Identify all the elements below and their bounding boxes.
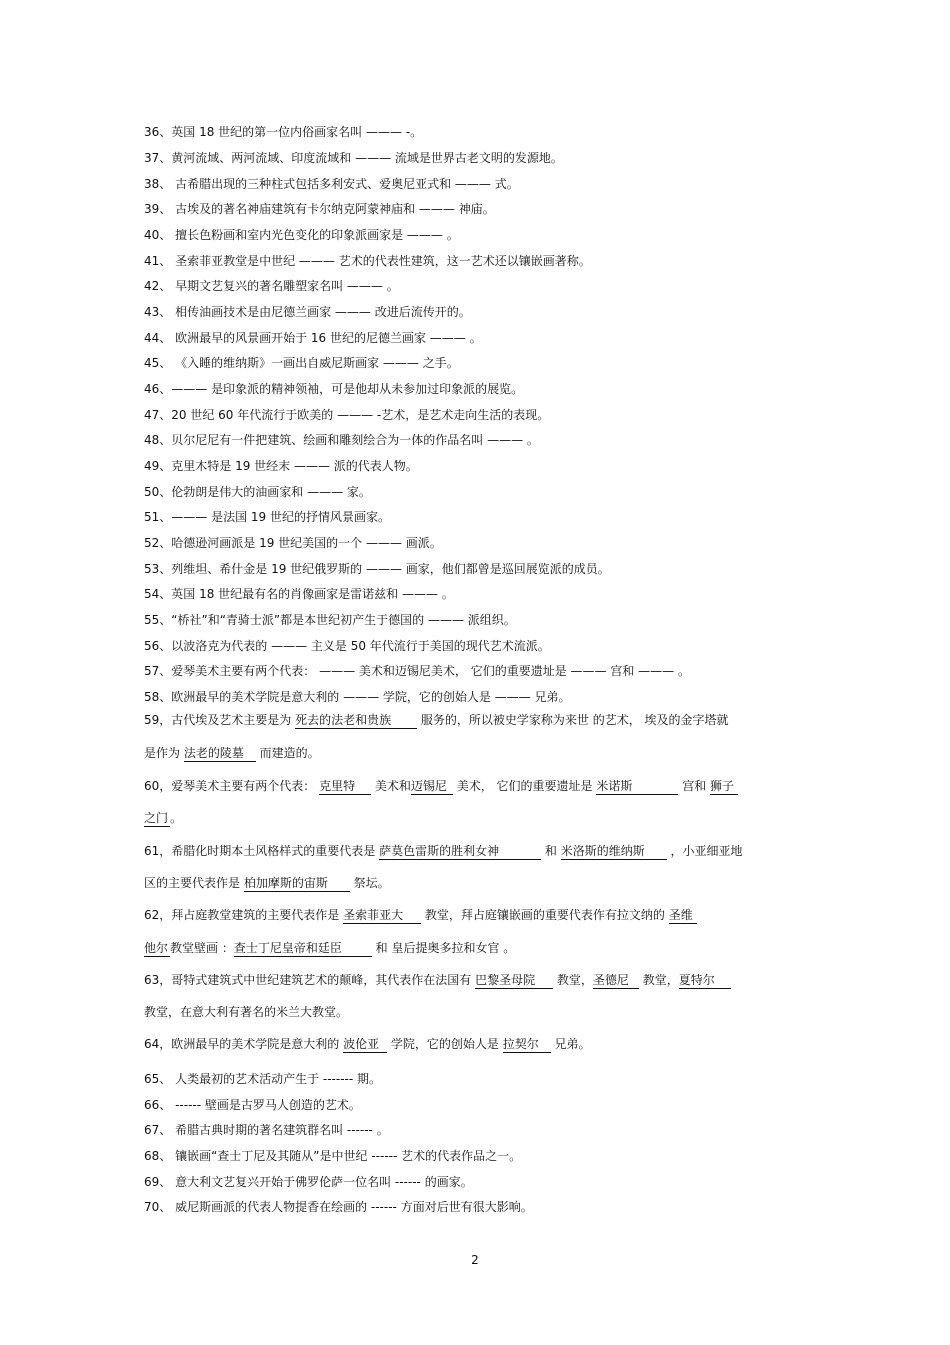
question-38: 38、 古希腊出现的三种柱式包括多利安式、爱奥尼亚式和 ——— 式。 — [144, 177, 519, 191]
answer-blank: 迈锡尼 — [411, 779, 453, 795]
answer-blank: 波伦亚 — [343, 1037, 387, 1053]
question-59-line-1 — [144, 712, 729, 729]
question-63-line-2 — [144, 1004, 348, 1020]
question-61-line-1 — [144, 843, 743, 860]
question-70: 70、 威尼斯画派的代表人物提香在绘画的 ------ 方面对后世有很大影响。 — [144, 1200, 533, 1214]
question-text: 是作为 — [144, 746, 184, 760]
question-36: 36、英国 18 世纪的第一位内俗画家名叫 ——— -。 — [144, 125, 423, 139]
question-text: ，小亚细亚地 — [666, 844, 743, 858]
answer-blank: 圣索菲亚大 — [343, 908, 421, 924]
question-37: 37、黄河流域、两河流域、印度流域和 ——— 流域是世界古老文明的发源地。 — [144, 151, 563, 165]
question-55: 55、“桥社”和“青骑士派”都是本世纪初产生于德国的 ——— 派组织。 — [144, 613, 516, 627]
question-59-line-2 — [144, 745, 320, 762]
question-58: 58、欧洲最早的美术学院是意大利的 ——— 学院，它的创始人是 ——— 兄弟。 — [144, 690, 571, 704]
question-56: 56、以波洛克为代表的 ——— 主义是 50 年代流行于美国的现代艺术流派。 — [144, 639, 550, 653]
question-42: 42、 早期文艺复兴的著名雕塑家名叫 ——— 。 — [144, 279, 399, 293]
question-text: 。 — [170, 811, 183, 825]
question-46: 46、——— 是印象派的精神领袖，可是他却从未参加过印象派的展览。 — [144, 382, 524, 396]
question-66: 66、 ------ 壁画是古罗马人创造的艺术。 — [144, 1098, 361, 1112]
question-text: 区的主要代表作是 — [144, 876, 244, 890]
question-text: 59，古代埃及艺术主要是为 — [144, 713, 296, 727]
question-64 — [144, 1036, 591, 1053]
question-43: 43、 相传油画技术是由尼德兰画家 ——— 改进后流传开的。 — [144, 305, 471, 319]
question-text: 服务的，所以被史学家称为来世 的艺术， 埃及的金字塔就 — [417, 713, 729, 727]
question-text: 和 — [541, 844, 561, 858]
question-text: 61，希腊化时期本土风格样式的重要代表是 — [144, 844, 380, 858]
question-41: 41、 圣索菲亚教堂是中世纪 ——— 艺术的代表性建筑，这一艺术还以镶嵌画著称。 — [144, 254, 591, 268]
question-69: 69、 意大利文艺复兴开始于佛罗伦萨一位名叫 ------ 的画家。 — [144, 1175, 473, 1189]
question-60-line-1 — [144, 778, 738, 795]
question-text: 60，爱琴美术主要有两个代表： — [144, 779, 320, 793]
question-text: 教堂， — [638, 973, 679, 987]
answer-blank: 法老的陵墓 — [184, 746, 256, 762]
question-67: 67、 希腊古典时期的著名建筑群名叫 ------ 。 — [144, 1123, 389, 1137]
question-text: 教堂，在意大利有著名的米兰大教堂。 — [144, 1005, 349, 1019]
question-48: 48、贝尔尼尼有一件把建筑、绘画和雕刻绘合为一体的作品名叫 ——— 。 — [144, 433, 539, 447]
question-40: 40、 擅长色粉画和室内光色变化的印象派画家是 ——— 。 — [144, 228, 459, 242]
question-44: 44、 欧洲最早的风景画开始于 16 世纪的尼德兰画家 ——— 。 — [144, 331, 482, 345]
question-text: 美术， 它们的重要遗址是 — [452, 779, 597, 793]
question-text: 62，拜占庭教堂建筑的主要代表作是 — [144, 908, 344, 922]
question-60-line-2 — [144, 810, 182, 827]
question-51: 51、——— 是法国 19 世纪的抒情风景画家。 — [144, 510, 390, 524]
question-text: 教堂， — [553, 973, 593, 987]
question-49: 49、克里木特是 19 世经末 ——— 派的代表人物。 — [144, 459, 418, 473]
question-65: 65、 人类最初的艺术活动产生于 ------- 期。 — [144, 1072, 382, 1086]
answer-blank: 巴黎圣母院 — [475, 973, 553, 989]
question-57: 57、爱琴美术主要有两个代表： ——— 美术和迈锡尼美术， 它们的重要遗址是 ——— 宫和 ——— 。 — [144, 664, 690, 678]
question-text: 和 皇后提奥多拉和女官 。 — [371, 941, 516, 955]
question-54: 54、英国 18 世纪最有名的肖像画家是雷诺兹和 ——— 。 — [144, 587, 454, 601]
answer-blank: 夏特尔 — [679, 973, 731, 989]
question-62-line-2 — [144, 940, 515, 957]
question-39: 39、 古埃及的著名神庙建筑有卡尔纳克阿蒙神庙和 ——— 神庙。 — [144, 202, 495, 216]
answer-blank: 圣维 — [669, 908, 697, 924]
answer-blank: 死去的法老和贵族 — [295, 713, 417, 729]
question-62-line-1 — [144, 907, 697, 924]
question-text: 祭坛。 — [349, 876, 390, 890]
answer-blank: 米洛斯的维纳斯 — [561, 844, 667, 860]
question-text: 兄弟。 — [550, 1037, 591, 1051]
answer-blank: 拉契尔 — [503, 1037, 551, 1053]
answer-blank: 狮子 — [710, 779, 738, 795]
question-text: 63，哥特式建筑式中世纪建筑艺术的颠峰，其代表作在法国有 — [144, 973, 476, 987]
question-47: 47、20 世纪 60 年代流行于欧美的 ——— -艺术，是艺术走向生活的表现。 — [144, 408, 550, 422]
question-text: 学院，它的创始人是 — [387, 1037, 503, 1051]
question-63-line-1 — [144, 972, 731, 989]
question-text: 美术和 — [371, 779, 411, 793]
question-68: 68、 镶嵌画“查士丁尼及其随从”是中世纪 ------ 艺术的代表作品之一。 — [144, 1149, 522, 1163]
answer-blank: 圣德尼 — [593, 973, 639, 989]
answer-blank: 他尔 — [144, 941, 169, 955]
answer-blank: 柏加摩斯的宙斯 — [244, 876, 350, 892]
question-45: 45、 《入睡的维纳斯》一画出自威尼斯画家 ——— 之手。 — [144, 356, 459, 370]
question-text: 宫和 — [678, 779, 711, 793]
question-text: 64，欧洲最早的美术学院是意大利的 — [144, 1037, 344, 1051]
question-53: 53、列维坦、希什金是 19 世纪俄罗斯的 ——— 画家，他们都曾是巡回展览派的成员。 — [144, 562, 610, 576]
page-number: 2 — [471, 1253, 479, 1267]
question-text: 教堂，拜占庭镶嵌画的重要代表作有拉文纳的 — [421, 908, 669, 922]
answer-blank: 米诺斯 — [596, 779, 678, 795]
answer-blank: 之门 — [144, 811, 169, 825]
question-61-line-2 — [144, 875, 390, 892]
answer-blank: 查士丁尼皇帝和廷臣 — [234, 941, 372, 957]
question-text: 而建造的。 — [255, 746, 320, 760]
question-text: 教堂壁画 ： — [170, 941, 234, 955]
answer-blank: 克里特 — [319, 779, 371, 795]
question-52: 52、哈德逊河画派是 19 世纪美国的一个 ——— 画派。 — [144, 536, 442, 550]
answer-blank: 萨莫色雷斯的胜利女神 — [379, 844, 541, 860]
question-50: 50、伦勃朗是伟大的油画家和 ——— 家。 — [144, 485, 371, 499]
